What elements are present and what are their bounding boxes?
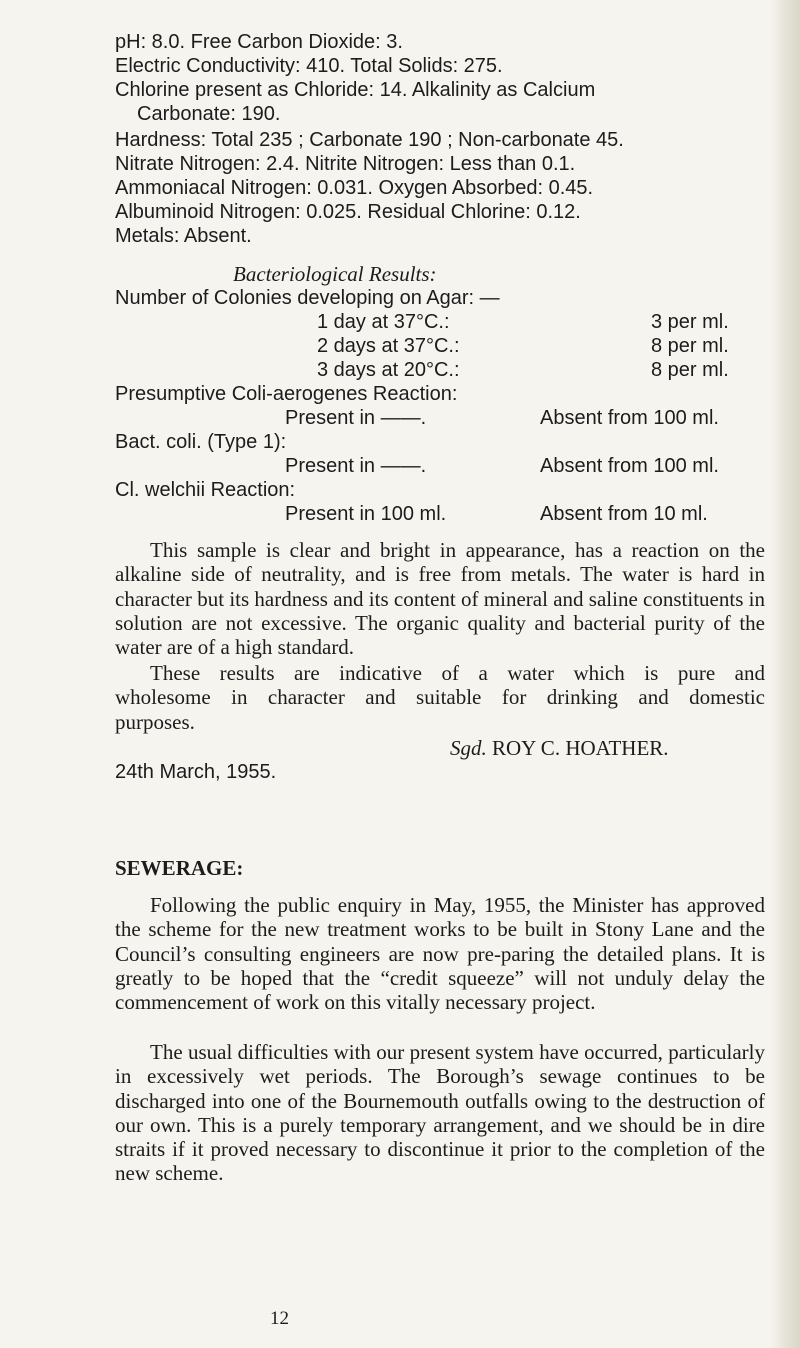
colony-period: 2 days at 37°C.: — [317, 335, 460, 357]
colony-count: 8 per ml. — [651, 359, 729, 381]
analysis-line: Nitrate Nitrogen: 2.4. Nitrite Nitrogen: Less than 0.1. — [115, 153, 576, 175]
analysis-line: pH: 8.0. Free Carbon Dioxide: 3. — [115, 31, 403, 53]
presumptive-absent: Absent from 100 ml. — [540, 407, 719, 429]
welchii-label: Cl. welchii Reaction: — [115, 479, 296, 501]
analysis-line: Albuminoid Nitrogen: 0.025. Residual Chlorine: 0.12. — [115, 201, 581, 223]
colony-count: 3 per ml. — [651, 311, 729, 333]
welchii-present: Present in 100 ml. — [285, 503, 447, 525]
analysis-line: Hardness: Total 235 ; Carbonate 190 ; Non-carbonate 45. — [115, 129, 624, 151]
coli-present: Present in ——. — [285, 455, 427, 477]
analysis-line: Electric Conductivity: 410. Total Solids: 275. — [115, 55, 503, 77]
paragraph-line: purposes. — [115, 709, 195, 734]
colony-count: 8 per ml. — [651, 335, 729, 357]
colony-period: 1 day at 37°C.: — [317, 311, 450, 333]
page-edge-shadow — [770, 0, 800, 1348]
paragraph-line: wholesome in character and suitable for drinking and domestic — [115, 685, 765, 710]
bacteriological-heading: Bacteriological Results: — [233, 262, 437, 286]
analysis-line: Ammoniacal Nitrogen: 0.031. Oxygen Absorbed: 0.45. — [115, 177, 594, 199]
sewerage-paragraph: The usual difficulties with our present system have occurred, particularly in excessively wet periods. The Borough’s sewage continues to be discharged into one of the Bournemouth outfalls owing to the destruction of our own. This is a purely temporary arrangement, and we should be in dire straits if it proved necessary to discontinue it prior to the completion of the new scheme. — [115, 1040, 765, 1186]
welchii-absent: Absent from 10 ml. — [540, 503, 708, 525]
analysis-line: Chlorine present as Chloride: 14. Alkalinity as Calcium — [115, 79, 596, 101]
colony-period: 3 days at 20°C.: — [317, 359, 460, 381]
signature-name: ROY C. HOATHER. — [492, 736, 669, 760]
analysis-line: Metals: Absent. — [115, 225, 252, 247]
conclusion-paragraph-2 — [115, 661, 765, 734]
coli-absent: Absent from 100 ml. — [540, 455, 719, 477]
conclusion-paragraph: This sample is clear and bright in appearance, has a reaction on the alkaline side of neutrality, and is free from metals. The water is hard in character but its hardness and its content of mineral and saline constituents in solution are not excessive. The organic quality and bacterial purity of the water are of a high standard. — [115, 538, 765, 660]
presumptive-label: Presumptive Coli-aerogenes Reaction: — [115, 383, 458, 405]
signature-sgd: Sgd. — [450, 736, 487, 760]
sewerage-paragraph: Following the public enquiry in May, 1955, the Minister has approved the scheme for the new treatment works to be built in Stony Lane and the Council’s consulting engineers are now pre-paring the detailed plans. It is greatly to be hoped that the “credit squeeze” will not unduly delay the commencement of work on this vitally necessary project. — [115, 893, 765, 1015]
report-date: 24th March, 1955. — [115, 761, 277, 783]
colonies-label: Number of Colonies developing on Agar: — — [115, 287, 500, 309]
signature — [450, 736, 669, 760]
analysis-line: Carbonate: 190. — [137, 103, 281, 125]
paragraph-line: These results are indicative of a water which is pure and — [150, 661, 765, 685]
page-number: 12 — [270, 1308, 289, 1329]
section-heading: SEWERAGE: — [115, 856, 244, 880]
coli-label: Bact. coli. (Type 1): — [115, 431, 287, 453]
presumptive-present: Present in ——. — [285, 407, 427, 429]
